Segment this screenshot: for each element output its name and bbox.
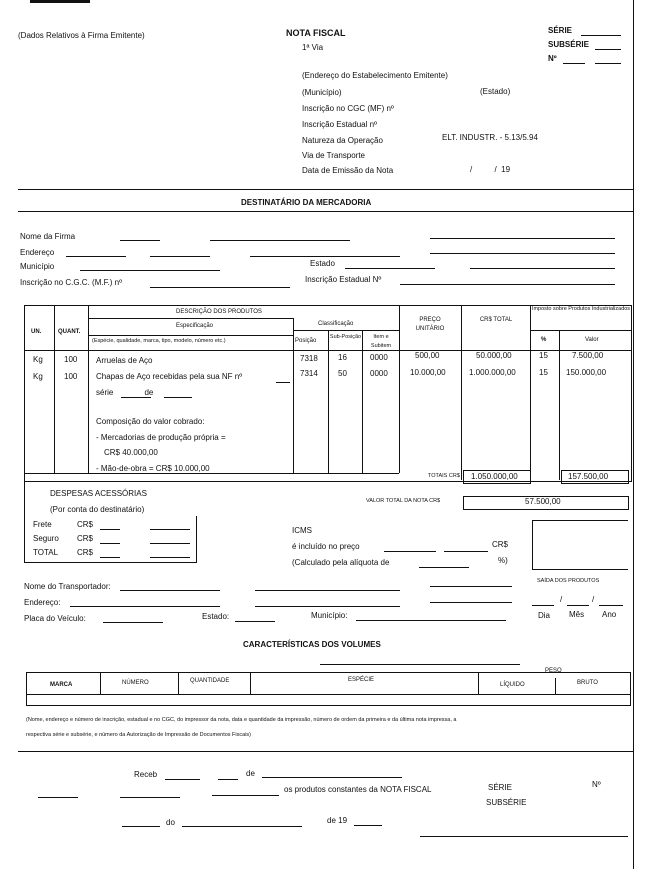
icms-incluido: é incluído no preço [292, 542, 360, 551]
endereco-transp-line-1 [70, 606, 220, 607]
row-2-nf-line [276, 382, 290, 383]
col-item-header: Item e Subitem [370, 334, 392, 349]
endereco-transp-line-3 [430, 602, 512, 603]
saida-mes-line [567, 605, 589, 606]
row-2-pct: 15 [539, 368, 548, 377]
estado-transp-label: Estado: [202, 612, 230, 621]
col-line-quant [88, 305, 89, 473]
recibo-serie: SÉRIE [488, 783, 513, 792]
recibo-produtos: os produtos constantes da NOTA FISCAL [284, 785, 432, 794]
composicao-title: Composição do valor cobrado: [96, 417, 205, 426]
classif-sub-line [293, 330, 399, 331]
recibo-numero: Nº [592, 780, 601, 789]
row-2-total: 1.000.000,00 [469, 368, 516, 377]
cgc-dest-label: Inscrição no C.G.C. (M.F.) nº [20, 278, 123, 287]
nota-fiscal-title: NOTA FISCAL [286, 28, 346, 38]
rodape-line-1: (Nome, endereço e número de inscrição, estadual e no CGC, do impressor da nota, data e quantidade da impressão, número de ordem da primeira e da última nota impressa, a [26, 717, 457, 723]
frete-crs: CR$ [77, 520, 94, 529]
estado-emitente-label: (Estado) [480, 87, 511, 96]
composicao-line-3: - Mão-de-obra = CR$ 10.000,00 [96, 464, 210, 473]
placa-label: Placa do Veículo: [24, 614, 86, 623]
row-1-un: Kg [33, 355, 43, 364]
ano-label: Ano [602, 610, 617, 619]
row-2-item: 0000 [370, 369, 388, 378]
seguro-line-1 [100, 543, 120, 544]
signature-line [420, 836, 628, 837]
col-valor-header: Valor [585, 337, 599, 343]
serie-line-a [121, 397, 151, 398]
top-scan-mark [30, 0, 90, 3]
recibo-subserie: SUBSÉRIE [486, 798, 527, 807]
icms-pct: %) [498, 556, 508, 565]
natureza-label: Natureza da Operação [302, 136, 383, 145]
row-2-desc: Chapas de Aço recebidas pela sua NF nº [96, 372, 243, 381]
destinatario-title: DESTINATÁRIO DA MERCADORIA [241, 198, 372, 207]
endereco-transp-label: Endereço: [24, 598, 61, 607]
col-line-preco [461, 305, 462, 480]
endereco-line-1 [66, 256, 126, 257]
volumes-col-3 [250, 672, 251, 694]
icms-incluido-line-2 [444, 551, 488, 552]
serie-line-b [164, 397, 192, 398]
col-especie-header: (Espécie, qualidade, marca, tipo, modelo, número etc.) [92, 338, 226, 344]
transportador-line-1 [120, 590, 220, 591]
total-label: TOTAL [33, 548, 59, 557]
cgc-line [150, 287, 290, 288]
dia-label: Dia [538, 611, 551, 620]
header-divider [18, 189, 633, 190]
despesas-title: DESPESAS ACESSÓRIAS [50, 489, 147, 498]
total-line-1 [100, 557, 120, 558]
estado-dest-label: Estado [310, 259, 335, 268]
row-1-preco: 500,00 [415, 351, 440, 360]
icms-aliquota: (Calculado pela alíquota de [292, 558, 390, 567]
espec-sub-line [88, 335, 293, 336]
col-preco-header: PREÇO UNITÁRIO [415, 317, 445, 332]
nome-line-3 [430, 238, 615, 239]
recibo-de-line [262, 777, 402, 778]
estado-line [345, 268, 435, 269]
row-1-quant: 100 [64, 355, 78, 364]
estado-line-2 [470, 268, 615, 269]
transportador-line-2 [255, 590, 400, 591]
despesas-bottom-line [24, 562, 197, 563]
totais-valor-value: 157.500,00 [568, 472, 609, 481]
totais-label: TOTAIS CR$ [428, 473, 460, 479]
right-border-line [633, 0, 634, 869]
inscricao-line [400, 284, 615, 285]
municipio-transp-label: Município: [311, 611, 348, 620]
valor-total-label: VALOR TOTAL DA NOTA CR$ [366, 498, 441, 504]
numero-line-2 [595, 63, 621, 64]
endereco-emitente-label: (Endereço do Estabelecimento Emitente) [302, 71, 448, 80]
totais-total-value: 1.050.000,00 [471, 472, 518, 481]
nome-line-1 [120, 240, 160, 241]
volumes-numero: NÚMERO [122, 680, 149, 686]
col-sub-posicao-header: Sub-Posição [329, 334, 362, 340]
volumes-col-4 [478, 672, 479, 694]
volumes-header-bottom [26, 694, 630, 695]
saida-ano-line [599, 605, 623, 606]
col-line-desc [293, 318, 294, 473]
receb-line-2 [218, 779, 238, 780]
nome-line-2 [210, 240, 350, 241]
row-1-valor: 7.500,00 [572, 351, 604, 360]
volumes-col-2 [178, 672, 179, 694]
subserie-label: SUBSÉRIE [548, 40, 589, 49]
col-line-item [399, 305, 400, 473]
transportador-line-3 [430, 586, 512, 587]
col-total-header: CR$ TOTAL [479, 317, 513, 323]
frete-line-2 [150, 529, 190, 530]
valor-total-value: 57.500,00 [525, 497, 561, 506]
col-line-posicao [328, 330, 329, 473]
volumes-table [26, 672, 631, 706]
recibo-do: do [166, 818, 175, 827]
rodape-line-2: respectiva série e subsérie, e número da Autorização de Impressão de Documentos Fiscais) [26, 732, 251, 738]
inscricao-dest-label: Inscrição Estadual Nº [305, 275, 382, 284]
icms-crs: CR$ [492, 540, 509, 549]
icms-aliquota-line [419, 567, 469, 568]
saida-dia-line [532, 605, 554, 606]
despesas-left-line [24, 482, 25, 562]
frete-label: Frete [33, 520, 52, 529]
row-1-posicao: 7318 [300, 354, 318, 363]
col-line-un [54, 305, 55, 473]
seguro-line-2 [150, 543, 190, 544]
volumes-marca: MARCA [50, 682, 73, 688]
via-label: 1ª Via [302, 43, 324, 52]
volumes-title: CARACTERÍSTICAS DOS VOLUMES [243, 640, 381, 649]
recibo-receb: Receb [134, 770, 158, 779]
col-classificacao-header: Classificação [318, 321, 354, 327]
placa-line [103, 622, 163, 623]
numero-line-1 [563, 63, 585, 64]
row-2-posicao: 7314 [300, 369, 318, 378]
volumes-col-5 [555, 678, 556, 694]
row-2-preco: 10.000,00 [410, 368, 446, 377]
subserie-line [595, 49, 621, 50]
endereco-line-2 [150, 256, 210, 257]
via-transporte-label: Via de Transporte [302, 151, 366, 160]
seguro-crs: CR$ [77, 534, 94, 543]
col-line-sub [362, 330, 363, 473]
volumes-especie: ESPÉCIE [348, 677, 375, 683]
recibo-line-d [122, 826, 160, 827]
row-2-sub: 50 [338, 369, 347, 378]
row-2-un: Kg [33, 372, 43, 381]
data-emissao-value: / / 19 [470, 165, 511, 174]
transportador-label: Nome do Transportador: [24, 582, 111, 591]
row-1-desc: Arruelas de Aço [96, 356, 153, 365]
seguro-label: Seguro [33, 534, 59, 543]
inscricao-emitente-label: Inscrição Estadual nº [302, 120, 377, 129]
col-line-total [530, 305, 531, 480]
col-imposto-header: Imposto sobre Produtos Industrializados [531, 306, 631, 312]
nome-firma-label: Nome da Firma [20, 232, 76, 241]
municipio-line [80, 270, 220, 271]
col-pct-header: % [541, 337, 547, 343]
natureza-value: ELT. INDUSTR. - 5.13/5.94 [442, 133, 538, 142]
serie-de-text: série de [96, 388, 154, 397]
recibo-line-b [120, 797, 180, 798]
saida-sep-1: / [560, 595, 563, 604]
recibo-line-c [212, 795, 279, 796]
row-1-item: 0000 [370, 353, 388, 362]
serie-line [581, 35, 621, 36]
emitente-label: (Dados Relativos à Firma Emitente) [18, 31, 145, 40]
despesas-right-line [196, 516, 197, 562]
endereco-transp-line-2 [255, 606, 400, 607]
row-2-valor: 150.000,00 [566, 368, 607, 377]
mes-label: Mês [569, 610, 585, 619]
col-line-pct [559, 330, 560, 480]
volumes-quantidade: QUANTIDADE [190, 678, 230, 684]
rodape-divider [18, 751, 633, 752]
row-1-pct: 15 [539, 351, 548, 360]
destinatario-divider [18, 211, 633, 212]
row-1-sub: 16 [338, 353, 347, 362]
icms-title: ICMS [292, 526, 312, 535]
col-posicao-header: Posição [295, 338, 317, 344]
recibo-line-a [38, 797, 78, 798]
imposto-sub-line [530, 330, 631, 331]
col-especificacao-header: Especificação [176, 323, 214, 329]
col-quant-header: QUANT. [58, 329, 81, 335]
frete-line-1 [100, 529, 120, 530]
endereco-line-3 [250, 256, 400, 257]
volumes-bruto: BRUTO [577, 680, 598, 686]
composicao-line-2: CR$ 40.000,00 [104, 448, 158, 457]
serie-label: SÉRIE [548, 26, 573, 35]
composicao-line-1: - Mercadorias de produção própria = [96, 433, 226, 442]
desc-sub-line [88, 318, 293, 319]
numero-label: Nº [548, 54, 557, 63]
municipio-transp-line [356, 620, 506, 621]
col-descricao-header: DESCRIÇÃO DOS PRODUTOS [176, 309, 262, 315]
recibo-de19: de 19 [327, 816, 348, 825]
endereco-dest-label: Endereço [20, 248, 55, 257]
recibo-do-line [182, 826, 302, 827]
col-un-header: UN. [31, 329, 42, 335]
volumes-top-line [320, 664, 520, 665]
volumes-liquido: LÍQUIDO [500, 682, 525, 688]
recibo-de19-line [354, 825, 382, 826]
data-emissao-label: Data de Emissão da Nota [302, 166, 394, 175]
estado-transp-line [235, 621, 275, 622]
saida-sep-2: / [592, 595, 595, 604]
saida-label: SAÍDA DOS PRODUTOS [537, 578, 600, 584]
total-line-2 [150, 557, 190, 558]
row-1-total: 50.000,00 [476, 351, 512, 360]
cgc-emitente-label: Inscrição no CGC (MF) nº [302, 104, 394, 113]
icms-incluido-line [384, 551, 436, 552]
endereco-line-4 [430, 253, 615, 254]
produtos-body-bottom [24, 473, 399, 474]
volumes-peso: PESO [545, 668, 562, 674]
total-crs: CR$ [77, 548, 94, 557]
receb-line-1 [165, 779, 200, 780]
volumes-col-1 [100, 672, 101, 694]
despesas-subtitle: (Por conta do destinatário) [50, 505, 145, 514]
municipio-emitente-label: (Município) [302, 88, 342, 97]
row-2-quant: 100 [64, 372, 78, 381]
icms-side-box [532, 520, 628, 570]
recibo-de: de [246, 769, 255, 778]
municipio-dest-label: Município [20, 262, 55, 271]
